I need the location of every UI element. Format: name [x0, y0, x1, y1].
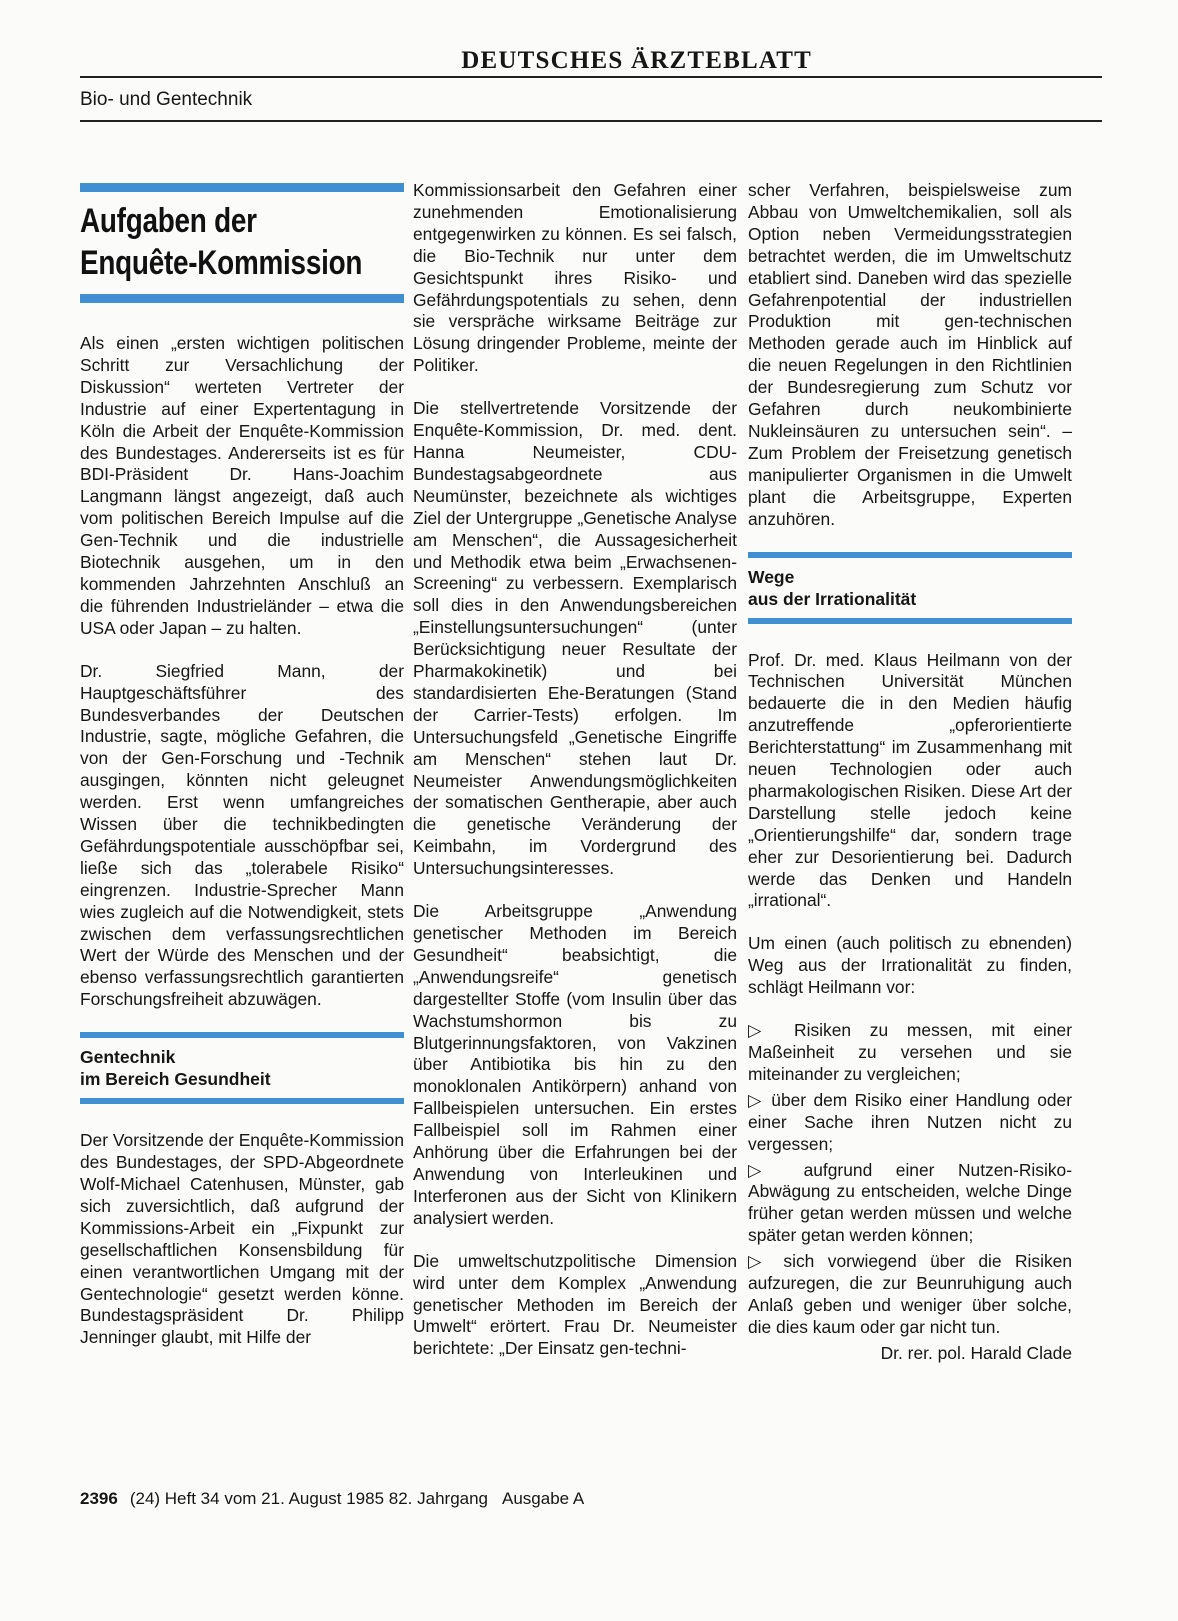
- subhead-irrationalitaet: [748, 566, 1072, 610]
- paragraph: Die stellvertretende Vorsitzende der Enquête-Kommission, Dr. med. dent. Hanna Neumeister, CDU-Bundestagsabgeordnete aus Neumünster, bezeichnete als wichtiges Ziel der Untergruppe „Genetische Analyse am Menschen“, die Aussagesicherheit und Methodik etwa beim „Erwachsenen-Screening“ zu verbessern. Exemplarisch soll dies in den Anwendungsbereichen „Einstellungsuntersuchungen“ (unter Berücksichtigung neuer Resultate der Pharmakokinetik) und bei standardisierten Ehe-Beratungen (Stand der Carrier-Tests) erfolgen. Im Untersuchungsfeld „Genetische Eingriffe am Menschen“ stehen laut Dr. Neumeister Anwendungsmöglichkeiten der somatischen Gentherapie, aber auch die genetische Veränderung der Keimbahn, im Vordergrund des Untersuchungsinteresses.: [413, 398, 737, 879]
- page-number: 2396: [80, 1489, 118, 1508]
- article-title: [80, 200, 363, 284]
- accent-bar: [80, 1098, 404, 1104]
- section-label: Bio- und Gentechnik: [80, 88, 1102, 122]
- paragraph: Die umweltschutzpolitische Dimension wird unter dem Komplex „Anwendung genetischer Methoden im Bereich der Umwelt“ erörtert. Frau Dr. Neumeister berichtete: „Der Einsatz gen-techni-: [413, 1250, 737, 1359]
- subhead-line: im Bereich Gesundheit: [80, 1069, 271, 1090]
- edition-label: Ausgabe A: [502, 1489, 585, 1508]
- page-footer: [80, 1488, 584, 1510]
- accent-bar: [80, 183, 404, 192]
- paragraph: Um einen (auch politisch zu ebnenden) Weg aus der Irrationalität zu finden, schlägt Heilmann vor:: [748, 933, 1072, 998]
- paragraph: Kommissionsarbeit den Gefahren einer zunehmenden Emotionalisierung entgegenwirken zu können. Es sei falsch, die Bio-Technik nur unter dem Gesichtspunkt ihres Risiko- und Gefährdungspotentials zu sehen, denn sie verspräche wirksame Beiträge zur Lösung dringender Probleme, meinte der Politiker.: [413, 180, 737, 376]
- column-1: [80, 183, 404, 1370]
- bullet-item: ▷ Risiken zu messen, mit einer Maßeinheit zu versehen und sie miteinander zu vergleichen;: [748, 1020, 1072, 1084]
- subhead-line: Wege: [748, 566, 795, 587]
- bullet-item: ▷ aufgrund einer Nutzen-Risiko-Abwägung zu entscheiden, welche Dinge früher getan werden müssen und welche später getan werden können;: [748, 1159, 1072, 1246]
- paragraph: Dr. Siegfried Mann, der Hauptgeschäftsführer des Bundesverbandes der Deutschen Industrie, sagte, mögliche Gefahren, die von der Gen-Forschung und -Technik ausgingen, könnten nicht geleugnet werden. Erst wenn umfangreiches Wissen über die technikbedingten Gefährdungspotentiale ausschöpfbar sei, ließe sich das „tolerabele Risiko“ eingrenzen. Industrie-Sprecher Mann wies zugleich auf die Notwendigkeit, stets zwischen dem verfassungsrechtlichen Wert der Würde des Menschen und der ebenso verfassungsrechtlich garantierten Forschungsfreiheit abzuwägen.: [80, 660, 404, 1010]
- accent-bar: [748, 618, 1072, 624]
- column-2: [413, 180, 737, 1381]
- column-3: [748, 180, 1072, 1386]
- subhead-gentechnik: [80, 1046, 404, 1090]
- author-signature: Dr. rer. pol. Harald Clade: [880, 1342, 1072, 1363]
- accent-bar: [80, 1032, 404, 1038]
- paragraph: Als einen „ersten wichtigen politischen Schritt zur Versachlichung der Diskussion“ werteten Vertreter der Industrie auf einer Expertentagung in Köln die Arbeit der Enquête-Kommission des Bundestages. Andererseits ist es für BDI-Präsident Dr. Hans-Joachim Langmann längst angezeigt, daß auch vom politischen Bereich Impulse auf die Gen-Technik und die industrielle Biotechnik ausgehen, um in den kommenden Jahrzehnten Anschluß an die führenden Industrieländer – etwa die USA oder Japan – zu halten.: [80, 333, 404, 638]
- bullet-item: ▷ über dem Risiko einer Handlung oder einer Sache ihren Nutzen nicht zu vergessen;: [748, 1089, 1072, 1154]
- issue-info: (24) Heft 34 vom 21. August 1985 82. Jahrgang: [129, 1489, 489, 1508]
- masthead-title: DEUTSCHES ÄRZTEBLATT: [461, 47, 812, 74]
- title-line-1: Aufgaben der: [80, 202, 257, 240]
- paragraph: Die Arbeitsgruppe „Anwendung genetischer Methoden im Bereich Gesundheit“ beabsichtigt, die „Anwendungsreife“ genetisch dargestellter Stoffe (vom Insulin über das Wachstumshormon bis zu Blutgerinnungsfaktoren, von Vakzinen über Antibiotika bis hin zu den monoklonalen Antikörpern) anhand von Fallbeispielen untersuchen. Ein erstes Fallbeispiel soll im Rahmen einer Anhörung über die Erfahrungen bei der Anwendung von Interleukinen und Interferonen aus der Sicht von Klinikern analysiert werden.: [413, 901, 737, 1228]
- subhead-line: Gentechnik: [80, 1047, 176, 1068]
- bullet-item: ▷ sich vorwiegend über die Risiken aufzuregen, die zur Beunruhigung auch Anlaß geben und weniger über solche, die dies kaum oder gar nicht tun.: [748, 1251, 1072, 1337]
- paragraph: scher Verfahren, beispielsweise zum Abbau von Umweltchemikalien, soll als Option neben Vermeidungsstrategien betrachtet werden, die im Umweltschutz etabliert sind. Daneben wird das spezielle Gefahrenpotential der industriellen Produktion mit gen-technischen Methoden gerade auch im Hinblick auf die neuen Regelungen in den Richtlinien der Bundesregierung zum Schutz vor Gefahren durch neukombinierte Nukleinsäuren zu untersuchen sein“. – Zum Problem der Freisetzung genetisch manipulierter Organismen in die Umwelt plant die Arbeitsgruppe, Experten anzuhören.: [748, 180, 1072, 529]
- paragraph: Prof. Dr. med. Klaus Heilmann von der Technischen Universität München bedauerte die in den Medien häufig anzutreffende „opferorientierte Berichterstattung“ im Zusammenhang mit neuen Technologien oder auch pharmakologischen Risiken. Diese Art der Darstellung stelle jedoch keine „Orientierungshilfe“ dar, sondern trage eher zur Desorientierung bei. Dadurch werde das Denken und Handeln „irrational“.: [748, 649, 1072, 911]
- paragraph: Der Vorsitzende der Enquête-Kommission des Bundestages, der SPD-Abgeordnete Wolf-Michael Catenhusen, Münster, gab sich zuversichtlich, daß aufgrund der Kommissions-Arbeit ein „Fixpunkt zur gesellschaftlichen Konsensbildung für einen verantwortlichen Umgang mit der Gentechnologie“ gesetzt werden könne. Bundestagspräsident Dr. Philipp Jenninger glaubt, mit Hilfe der: [80, 1130, 404, 1348]
- masthead: [80, 46, 1102, 78]
- title-line-2: Enquête-Kommission: [80, 244, 363, 282]
- subhead-line: aus der Irrationalität: [748, 588, 917, 609]
- accent-bar: [748, 552, 1072, 558]
- accent-bar: [80, 294, 404, 303]
